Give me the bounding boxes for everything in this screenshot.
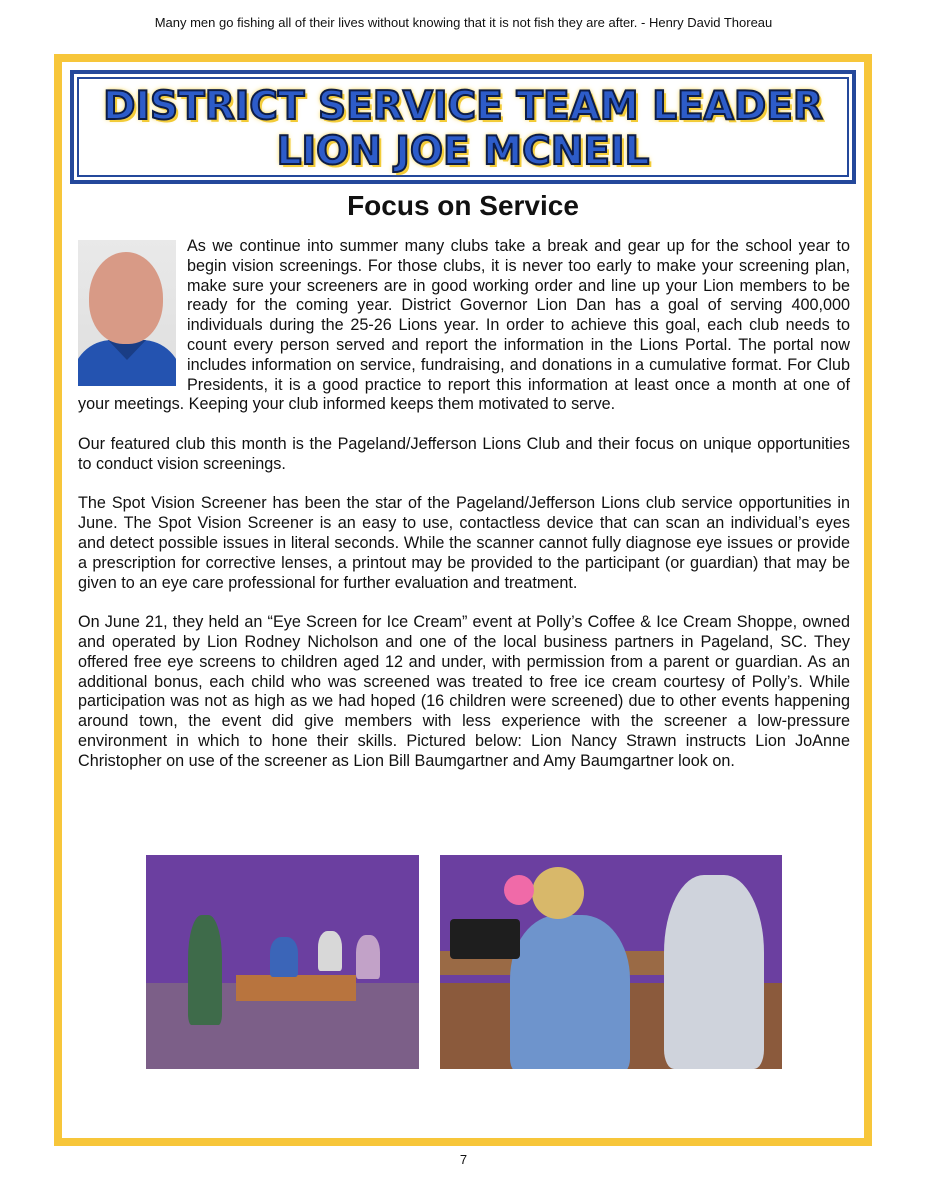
photo-person — [532, 867, 584, 919]
photo-person — [504, 875, 534, 905]
paragraph-spot-screener: The Spot Vision Screener has been the star of the Pageland/Jefferson Lions club service opportunities in June. The Spot Vision Screener is an easy to use, contactless device that can scan an individual’s eyes and detect possible issues in literal seconds. While the scanner cannot fully diagnose eye issues or provide a prescription for corrective lenses, a printout may be provided to the participant (or guardian) that may be given to an eye care professional for further evaluation and treatment. — [78, 494, 850, 592]
page-quote: Many men go fishing all of their lives without knowing that it is not fish they are after. - Henry David Thoreau — [154, 15, 773, 30]
photo-person — [664, 875, 764, 1069]
banner-title-line1: DISTRICT SERVICE TEAM LEADER — [103, 84, 823, 129]
paragraph-event: On June 21, they held an “Eye Screen for Ice Cream” event at Polly’s Coffee & Ice Cream Shoppe, owned and operated by Lion Rodney Nicholson and one of the local business partners in Pageland, SC. They offered free eye screens to children aged 12 and under, with permission from a parent or guardian. As an additional bonus, each child who was screened was treated to free ice cream courtesy of Polly’s. While participation was not as high as we had hoped (16 children were screened) due to other events happening around town, the event did give members with less experience with the screener a low-pressure environment in which to hone their skills. Pictured below: Lion Nancy Strawn instructs Lion JoAnne Christopher on use of the screener as Lion Bill Baumgartner and Amy Baumgartner look on. — [78, 613, 850, 770]
photo-person — [450, 919, 520, 959]
article-body — [78, 237, 850, 791]
content-frame — [54, 54, 872, 1146]
paragraph-featured-club: Our featured club this month is the Pageland/Jefferson Lions Club and their focus on unique opportunities to conduct vision screenings. — [78, 434, 850, 473]
photo-person — [510, 915, 630, 1069]
photo-person — [356, 935, 380, 979]
photo-person — [318, 931, 342, 971]
title-banner — [70, 70, 856, 184]
paragraph-intro: As we continue into summer many clubs take a break and gear up for the school year to begin vision screenings. For those clubs, it is never too early to make your screening plan, make sure your screeners are in good working order and line up your Lion members to be ready for the coming year. District Governor Lion Dan has a goal of serving 400,000 individuals during the 25-26 Lions year. In order to achieve this goal, each club needs to count every person served and report the information in the Lions Portal. The portal now includes information on service, fundraising, and donations in a cumulative format. For Club Presidents, it is a good practice to report this information at least once a month at one of your meetings. Keeping your club informed keeps them motivated to serve. — [78, 237, 850, 414]
photo-table — [236, 975, 356, 1001]
article-heading: Focus on Service — [347, 190, 579, 221]
photo-person — [270, 937, 298, 977]
photo-person — [188, 915, 222, 1025]
banner-title-line2: LION JOE MCNEIL — [276, 129, 650, 174]
page-number: 7 — [459, 1152, 468, 1167]
event-photo-room — [146, 855, 419, 1069]
event-photo-screening — [440, 855, 782, 1069]
portrait-spacer — [78, 237, 187, 395]
